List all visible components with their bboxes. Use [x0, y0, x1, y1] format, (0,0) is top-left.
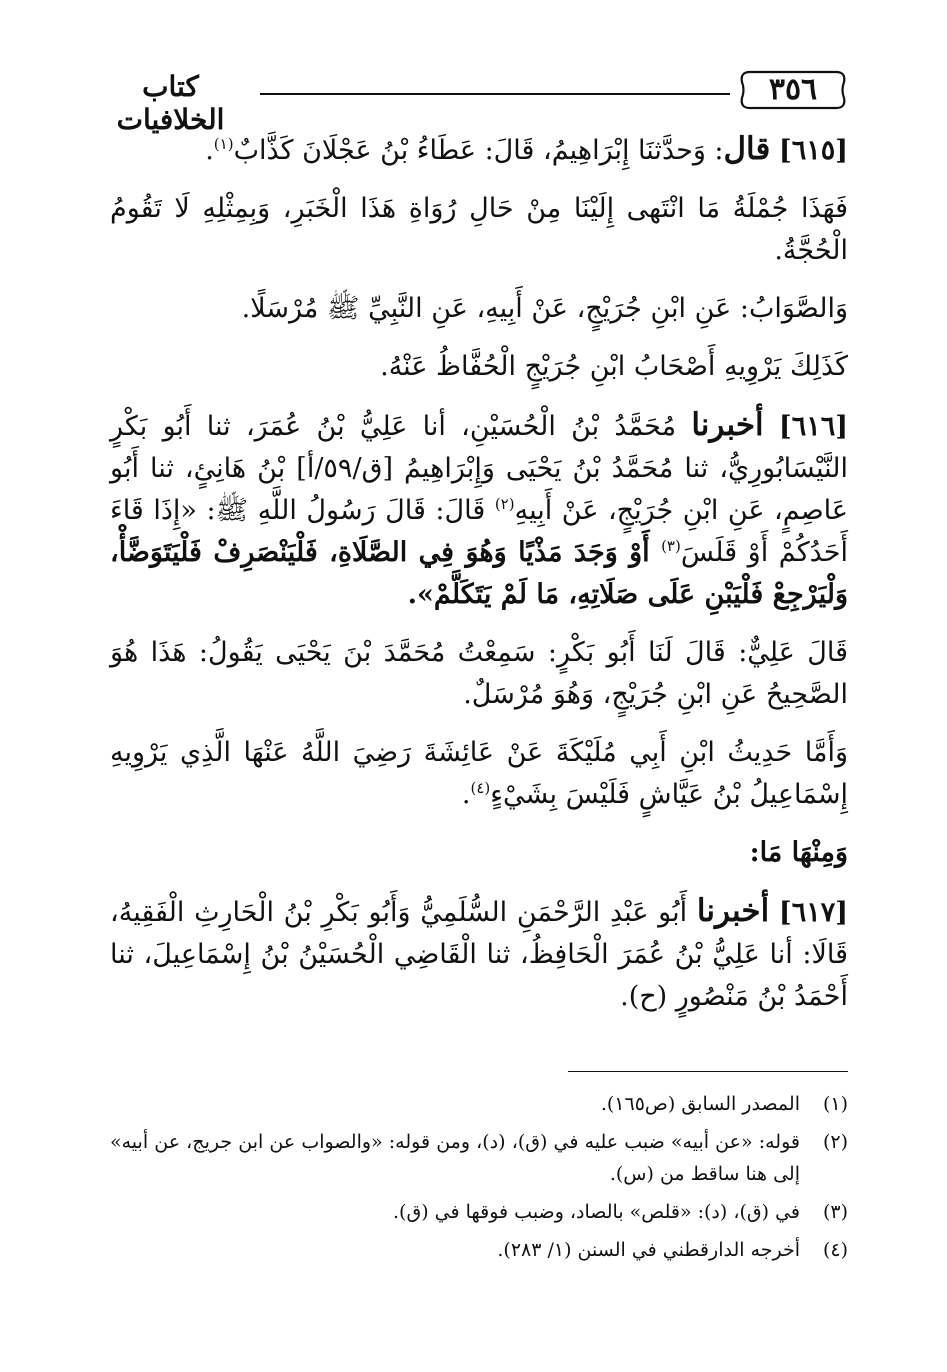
- footnote-text: قوله: «عن أبيه» ضبب عليه في (ق)، (د)، ومن قوله: «والصواب عن ابن جريج، عن أبيه» إلى هنا ساقط من (س).: [110, 1131, 800, 1185]
- paragraph-text: وَالصَّوَابُ: عَنِ ابْنِ جُرَيْجٍ، عَنْ أَبِيهِ، عَنِ النَّبِيِّ ﷺ مُرْسَلًا.: [241, 293, 848, 324]
- paragraph-615: [110, 128, 848, 172]
- footnote-marker: (٢): [494, 495, 515, 513]
- footnote-number: (٤): [822, 1239, 848, 1261]
- header-rule: [260, 93, 730, 95]
- paragraph-tail: .: [461, 779, 471, 810]
- footnote-number: (٢): [822, 1131, 848, 1153]
- footnote: [110, 1088, 848, 1120]
- keyword: أخبرنا: [696, 893, 770, 929]
- paragraph-text: مُحَمَّدُ بْنُ الْحُسَيْنِ، أنا عَلِيُّ بْنُ عُمَرَ، ثنا أَبُو بَكْرٍ النَّيْسَابُورِيُّ، ثنا مُحَمَّدُ بْنُ يَحْيَى وَإِبْرَاهِيمُ [ق/٥٩/أ] بْنُ هَانِئٍ، ثنا أَبُو عَاصِمٍ، عَنِ ابْنِ جُرَيْجٍ، عَنْ أَبِيهِ: [110, 411, 848, 526]
- paragraph-text: قَالَ عَلِيٌّ: قَالَ لَنَا أَبُو بَكْرٍ: سَمِعْتُ مُحَمَّدَ بْنَ يَحْيَى يَقُولُ: هَذَا هُوَ الصَّحِيحُ عَنِ ابْنِ جُرَيْجٍ، وَهُوَ مُرْسَلٌ.: [110, 637, 848, 710]
- paragraph-text: أَبُو عَبْدِ الرَّحْمَنِ السُّلَمِيُّ وَأَبُو بَكْرِ بْنُ الْحَارِثِ الْفَقِيهُ، قَالَا: أنا عَلِيُّ بْنُ عُمَرَ الْحَافِظُ، ثنا الْقَاضِي الْحُسَيْنُ بْنُ إِسْمَاعِيلَ، ثنا أَحْمَدُ بْنُ مَنْصُورٍ (ح).: [110, 897, 848, 1012]
- footnotes: [110, 1088, 848, 1272]
- paragraph-text: كَذَلِكَ يَرْوِيهِ أَصْحَابُ ابْنِ جُرَيْجٍ الْحُفَّاظُ عَنْهُ.: [380, 351, 848, 382]
- entry-number: [٦١٦]: [778, 411, 848, 442]
- paragraph-text: وَأَمَّا حَدِيثُ ابْنِ أَبِي مُلَيْكَةَ عَنْ عَائِشَةَ رَضِيَ اللَّهُ عَنْهَا الَّذِي يَرْوِيهِ إِسْمَاعِيلُ بْنُ عَيَّاشٍ فَلَيْسَ بِشَيْءٍ: [110, 737, 848, 810]
- footnote-number: (٣): [822, 1201, 848, 1223]
- page-header: [88, 68, 848, 136]
- paragraph-text: قَالَ: قَالَ رَسُولُ اللَّهِ ﷺ: «إِذَا قَاءَ أَحَدُكُمْ أَوْ قَلَسَ: [110, 495, 848, 568]
- paragraph-tail: .: [205, 135, 214, 166]
- book-title: كتاب الخلافيات: [116, 70, 225, 136]
- entry-number: [٦١٧]: [778, 897, 848, 928]
- footnote-text: أخرجه الدارقطني في السنن (١/ ٢٨٣).: [497, 1239, 800, 1261]
- page-number: ٣٥٦: [768, 72, 818, 107]
- section-heading: [110, 832, 848, 874]
- heading-text: وَمِنْهَا مَا:: [749, 837, 848, 868]
- keyword: قال: [723, 131, 771, 167]
- keyword: أخبرنا: [691, 407, 764, 443]
- footnote-number: (١): [822, 1093, 848, 1115]
- paragraph-616: [110, 404, 848, 616]
- footnote-separator: [568, 1071, 848, 1072]
- entry-number: [٦١٥]: [778, 135, 848, 166]
- hadith-text: أَوْ وَجَدَ مَذْيًا وَهُوَ فِي الصَّلَاةِ، فَلْيَنْصَرِفْ فَلْيَتَوَضَّأْ، وَلْيَرْجِعْ فَلْيَبْنِ عَلَى صَلَاتِهِ، مَا لَمْ يَتَكَلَّمْ».: [110, 537, 848, 610]
- footnote: [110, 1196, 848, 1228]
- paragraph-617: [110, 890, 848, 1018]
- footnote-text: المصدر السابق (ص١٦٥).: [600, 1093, 800, 1115]
- footnote-text: في (ق)، (د): «قلص» بالصاد، وضبب فوقها في (ق).: [393, 1201, 800, 1223]
- footnote-marker: (٤): [470, 779, 491, 797]
- footnote-marker: (١): [213, 135, 234, 153]
- paragraph-text: فَهَذَا جُمْلَةُ مَا انْتَهى إِلَيْنَا مِنْ حَالِ رُوَاةِ هَذَا الْخَبَرِ، وَبِمِثْلِهِ لَا تَقُومُ الْحُجَّةُ.: [110, 193, 848, 266]
- paragraph-text: : وَحدَّثنَا إِبْرَاهِيمُ، قَالَ: عَطَاءُ بْنُ عَجْلَانَ كَذَّابٌ: [233, 135, 724, 166]
- page-number-frame: [738, 68, 848, 112]
- main-text: [110, 128, 848, 1034]
- footnote: [110, 1234, 848, 1266]
- paragraph-aisha: [110, 732, 848, 816]
- footnote-marker: (٣): [661, 537, 681, 555]
- footnote: [110, 1126, 848, 1190]
